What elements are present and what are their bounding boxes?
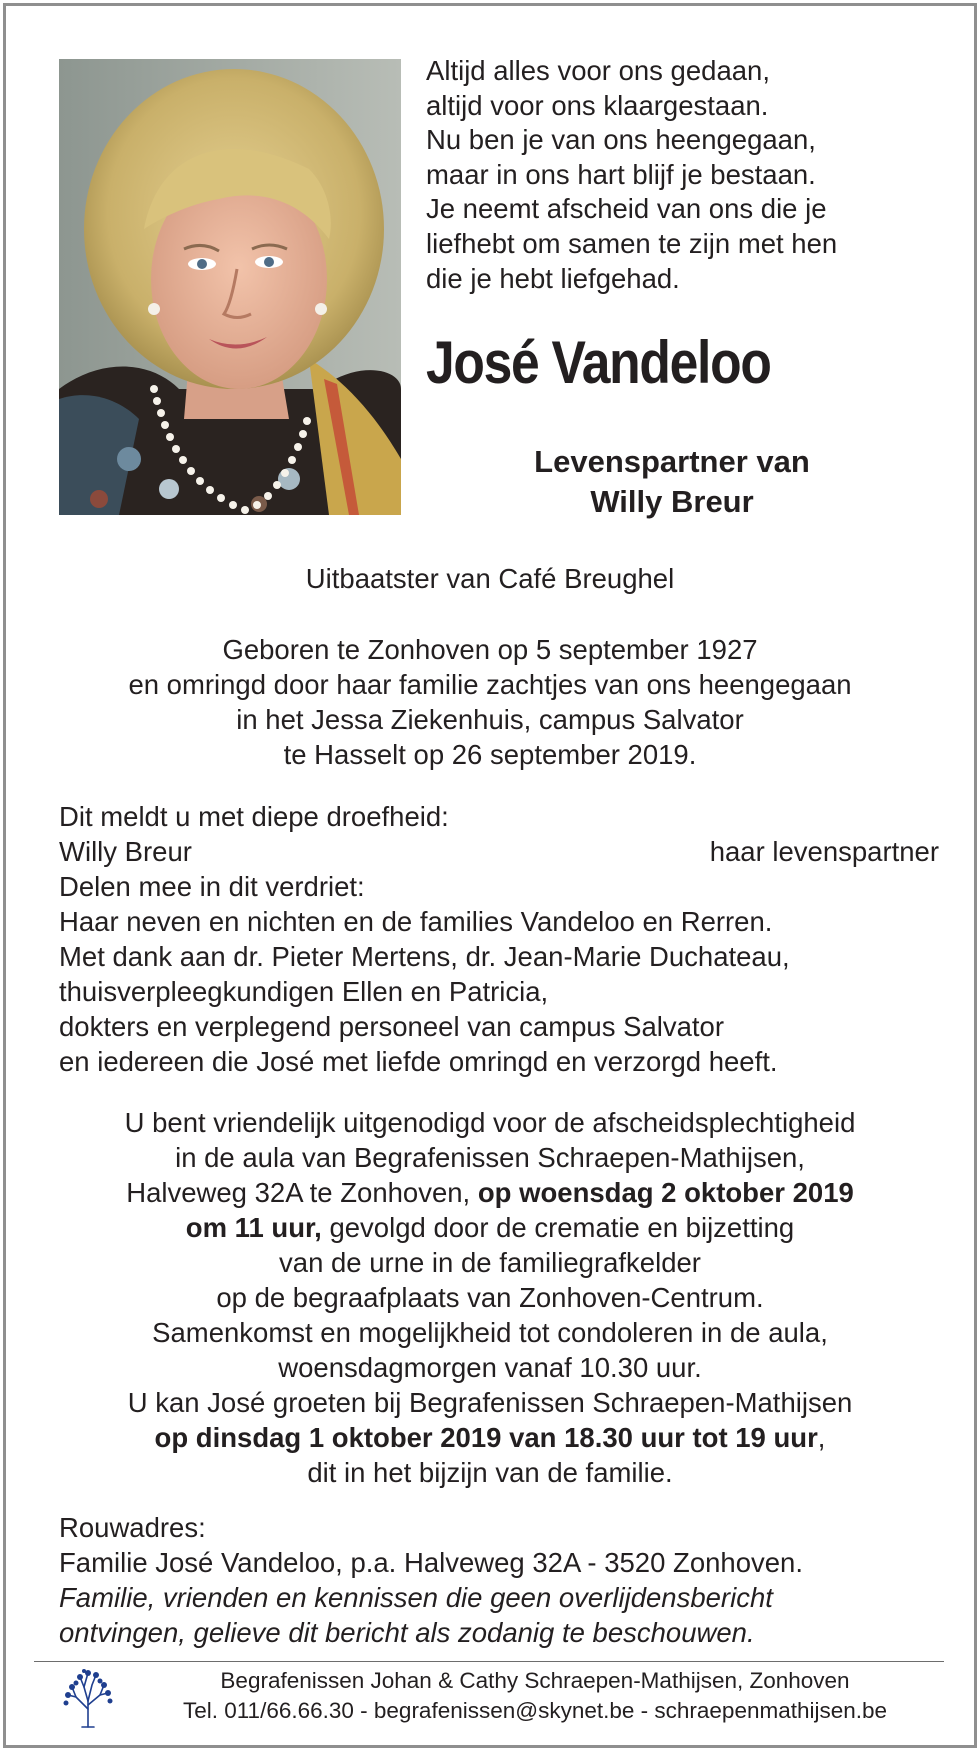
tree-icon xyxy=(62,1669,114,1729)
share-intro: Delen mee in dit verdriet: xyxy=(59,871,365,902)
announcement-line: thuisverpleegkundigen Ellen en Patricia, xyxy=(59,976,549,1007)
funeral-home-contact: Tel. 011/66.66.30 - begrafenissen@skynet.be - schraepenmathijsen.be xyxy=(182,1698,888,1723)
announcement-line: Haar neven en nichten en de families Vandeloo en Rerren. xyxy=(59,906,773,937)
poem-line: Nu ben je van ons heengegaan, xyxy=(426,124,816,156)
mourner-row xyxy=(59,834,939,869)
announcement-line: en iedereen die José met liefde omringd en verzorgd heeft. xyxy=(59,1046,778,1077)
birth-death-line: te Hasselt op 26 september 2019. xyxy=(283,739,697,770)
birth-death-line: Geboren te Zonhoven op 5 september 1927 xyxy=(222,634,758,665)
mourner-relation: haar levenspartner xyxy=(709,836,939,867)
ceremony-line: op de begraafplaats van Zonhoven-Centrum. xyxy=(216,1282,764,1313)
ceremony-address: Halveweg 32A te Zonhoven, xyxy=(126,1177,478,1208)
poem xyxy=(426,54,946,296)
mourning-address xyxy=(59,1510,939,1650)
poem-line: Altijd alles voor ons gedaan, xyxy=(426,55,770,86)
address-value: Familie José Vandeloo, p.a. Halveweg 32A - 3520 Zonhoven. xyxy=(59,1547,803,1578)
ceremony-line xyxy=(40,1210,940,1245)
ceremony-line: van de urne in de familiegrafkelder xyxy=(279,1247,701,1278)
poem-line: die je hebt liefgehad. xyxy=(426,262,680,294)
address-note: ontvingen, gelieve dit bericht als zodanig te beschouwen. xyxy=(59,1617,755,1648)
birth-death-text xyxy=(40,632,940,772)
ceremony-text xyxy=(40,1105,940,1490)
ceremony-line xyxy=(40,1175,940,1210)
ceremony-followup: gevolgd door de crematie en bijzetting xyxy=(321,1212,795,1243)
announcement-line: dokters en verplegend personeel van campus Salvator xyxy=(59,1011,724,1042)
poem-line: Je neemt afscheid van ons die je xyxy=(426,193,827,225)
partner-label: Levenspartner van xyxy=(534,444,810,479)
visitation-comma: , xyxy=(817,1422,826,1453)
deceased-name: José Vandeloo xyxy=(426,329,771,396)
poem-line: liefhebt om samen te zijn met hen xyxy=(426,227,838,259)
partner-name: Willy Breur xyxy=(590,484,754,519)
address-note: Familie, vrienden en kennissen die geen overlijdensbericht xyxy=(59,1582,773,1613)
mourner-name: Willy Breur xyxy=(59,836,192,867)
ceremony-time: om 11 uur, xyxy=(185,1212,322,1243)
funeral-home-info xyxy=(120,1666,950,1726)
ceremony-line: woensdagmorgen vanaf 10.30 uur. xyxy=(278,1352,702,1383)
funeral-home-name: Begrafenissen Johan & Cathy Schraepen-Mathijsen, Zonhoven xyxy=(220,1668,850,1693)
poem-line: altijd voor ons klaargestaan. xyxy=(426,89,769,121)
ceremony-line: dit in het bijzijn van de familie. xyxy=(307,1457,673,1488)
visitation-time: op dinsdag 1 oktober 2019 van 18.30 uur tot 19 uur xyxy=(154,1422,818,1453)
occupation: Uitbaatster van Café Breughel xyxy=(305,563,675,594)
announcement-line: Met dank aan dr. Pieter Mertens, dr. Jean-Marie Duchateau, xyxy=(59,941,790,972)
ceremony-line: Samenkomst en mogelijkheid tot condoleren in de aula, xyxy=(152,1317,828,1348)
ceremony-date: op woensdag 2 oktober 2019 xyxy=(477,1177,854,1208)
footer-divider xyxy=(34,1661,944,1662)
announcement-intro: Dit meldt u met diepe droefheid: xyxy=(59,801,449,832)
portrait-illustration xyxy=(59,59,401,515)
ceremony-line: U kan José groeten bij Begrafenissen Schraepen-Mathijsen xyxy=(127,1387,853,1418)
portrait-photo xyxy=(59,59,401,515)
poem-line: maar in ons hart blijf je bestaan. xyxy=(426,158,816,190)
ceremony-line: in de aula van Begrafenissen Schraepen-Mathijsen, xyxy=(175,1142,805,1173)
address-label: Rouwadres: xyxy=(59,1512,206,1543)
ceremony-line xyxy=(40,1420,940,1455)
birth-death-line: in het Jessa Ziekenhuis, campus Salvator xyxy=(236,704,744,735)
announcement xyxy=(59,799,939,1079)
partner-block xyxy=(472,442,872,522)
ceremony-line: U bent vriendelijk uitgenodigd voor de afscheidsplechtigheid xyxy=(124,1107,856,1138)
birth-death-line: en omringd door haar familie zachtjes van ons heengegaan xyxy=(128,669,852,700)
